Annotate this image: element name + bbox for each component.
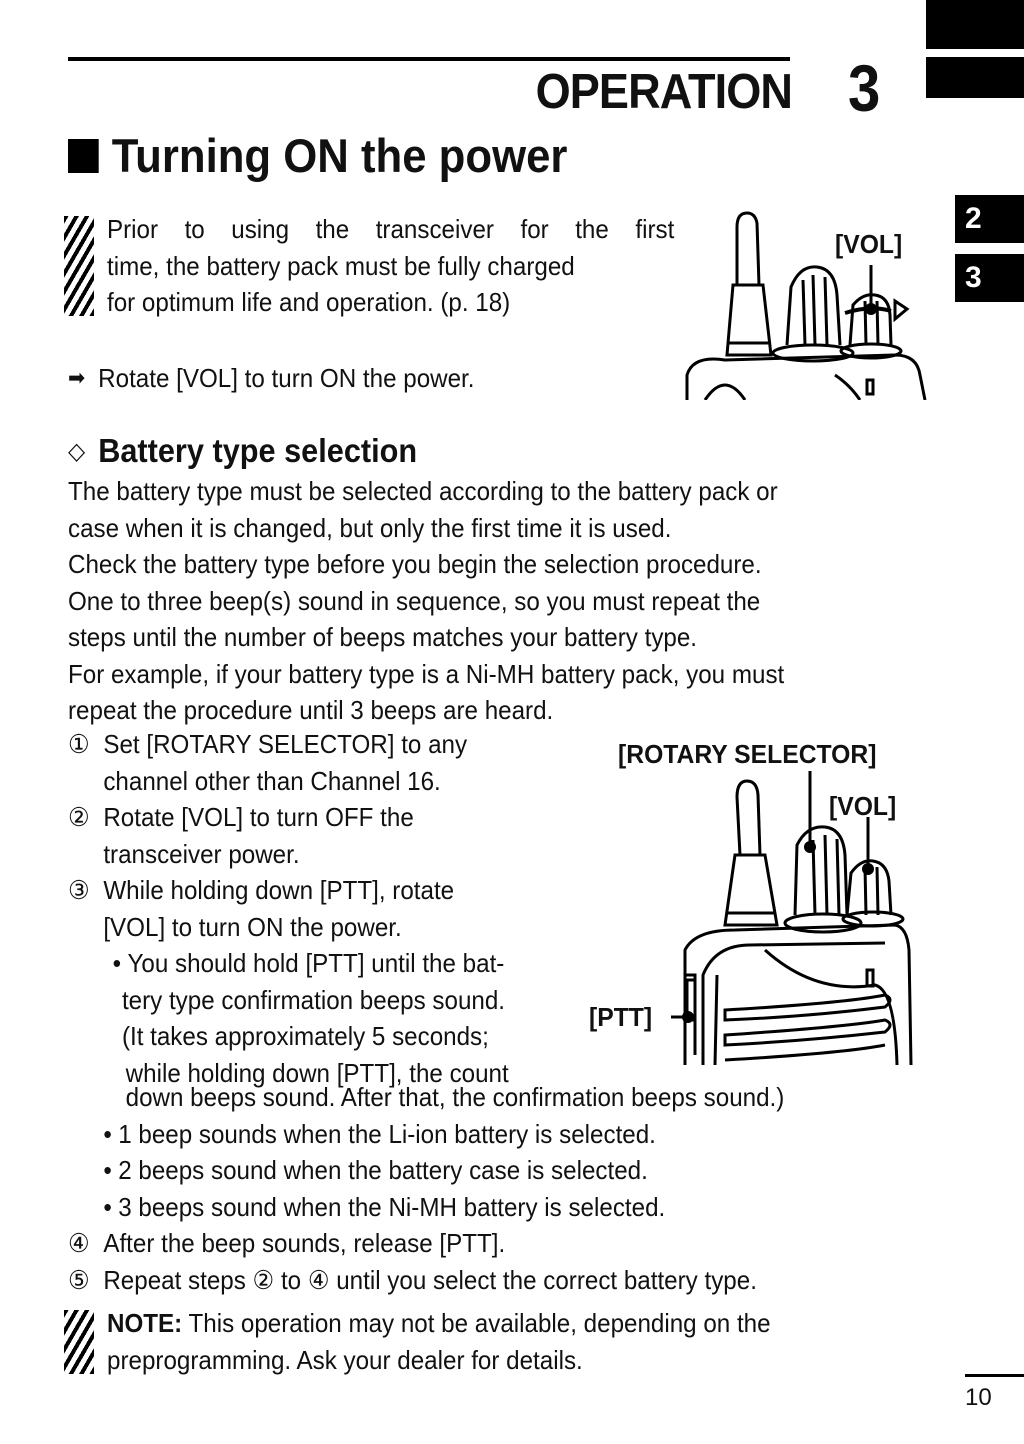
- step-text: Rotate [VOL] to turn OFF the: [103, 802, 414, 832]
- figure-ptt-label: [PTT]: [589, 1002, 653, 1032]
- beep-bullet-text: 1 beep sounds when the Li-ion battery is selected.: [118, 1118, 656, 1149]
- caution-hatch-icon: [64, 216, 94, 316]
- section-title: [68, 128, 567, 183]
- paragraph-line: One to three beep(s) sound in sequence, so you must repeat the: [68, 585, 761, 616]
- step-text: After the beep sounds, release [PTT].: [103, 1228, 506, 1258]
- figure-radio-controls: [585, 735, 930, 1065]
- step3-note-line: You should hold [PTT] until the bat-: [127, 948, 505, 978]
- figure-vol-label: [VOL]: [835, 229, 903, 259]
- side-tab-label: 3: [965, 261, 982, 294]
- step-number: ③: [68, 875, 90, 905]
- page-number: 10: [965, 1384, 992, 1411]
- step-text: channel other than Channel 16.: [103, 765, 441, 796]
- step3-note-line: tery type confirmation beeps sound.: [121, 984, 506, 1015]
- step-5: [68, 1262, 784, 1299]
- bullet-icon: •: [112, 948, 122, 978]
- note-label: NOTE:: [107, 1308, 183, 1338]
- beep-bullet: [68, 1152, 784, 1189]
- square-bullet-icon: [68, 139, 99, 173]
- note-block: [107, 1305, 1007, 1378]
- step3-note-line: (It takes approximately 5 seconds;: [121, 1021, 489, 1051]
- subsection-heading: [68, 432, 417, 470]
- beep-bullet-text: 2 beeps sound when the battery case is selected.: [118, 1155, 648, 1185]
- arrow-right-icon: ➡: [68, 365, 86, 390]
- side-tab-chapter-3[interactable]: [955, 254, 1024, 302]
- step-text: Set [ROTARY SELECTOR] to any: [103, 729, 468, 759]
- step-number: ②: [68, 802, 90, 832]
- battery-selection-paragraph: [68, 473, 988, 729]
- diamond-icon: ◇: [68, 437, 86, 465]
- bullet-icon: •: [103, 1191, 112, 1222]
- step-number: ①: [68, 729, 90, 759]
- step-4: [68, 1225, 784, 1262]
- intro-line: time, the battery pack must be fully charged: [107, 250, 575, 281]
- beep-bullet: [68, 1189, 784, 1226]
- step3-note-line: while holding down [PTT], the count: [125, 1057, 509, 1088]
- bullet-icon: •: [103, 1118, 112, 1149]
- intro-paragraph: [107, 211, 717, 321]
- footer-rule: [965, 1374, 1024, 1377]
- header-rule: [68, 57, 790, 61]
- paragraph-line: case when it is changed, but only the first time it is used.: [68, 512, 672, 543]
- step-3: [68, 872, 561, 909]
- intro-line: for optimum life and operation. (p. 18): [107, 287, 511, 317]
- chapter-marker-bar-mid: [926, 57, 1024, 98]
- step-number: ④: [68, 1228, 90, 1258]
- step-text: While holding down [PTT], rotate: [103, 875, 455, 905]
- step3-note-line: down beeps sound. After that, the confirmation beeps sound.): [125, 1082, 785, 1112]
- subsection-heading-text: Battery type selection: [98, 432, 418, 469]
- beep-bullet-text: 3 beeps sound when the Ni-MH battery is selected.: [118, 1191, 666, 1222]
- note-line-2: preprogramming. Ask your dealer for details.: [107, 1344, 583, 1375]
- note-text: This operation may not be available, depending on the: [182, 1308, 771, 1338]
- paragraph-line: Check the battery type before you begin the selection procedure.: [68, 549, 762, 579]
- step-text: transceiver power.: [103, 838, 300, 869]
- step-ref: ④: [307, 1264, 330, 1295]
- figure-rotary-selector-label: [ROTARY SELECTOR]: [618, 739, 877, 769]
- chapter-number: 3: [848, 51, 881, 125]
- paragraph-line: steps until the number of beeps matches your battery type.: [68, 622, 698, 652]
- paragraph-line: repeat the procedure until 3 beeps are heard.: [68, 695, 554, 725]
- bullet-icon: •: [103, 1155, 112, 1185]
- note-line-1: [107, 1305, 944, 1342]
- paragraph-line: For example, if your battery type is a Ni-MH battery pack, you must: [68, 658, 785, 689]
- step-text: Repeat steps: [103, 1264, 253, 1295]
- beep-bullet: [68, 1116, 784, 1153]
- step3-continuation: [68, 1079, 838, 1298]
- side-tab-chapter-2[interactable]: [955, 195, 1024, 243]
- step-1: [68, 726, 561, 763]
- figure-vol-knob: [685, 205, 930, 400]
- chapter-title: OPERATION: [535, 65, 792, 119]
- steps-list: [68, 726, 598, 1091]
- chapter-marker-bar-top: [926, 0, 1024, 49]
- step-ref: ②: [252, 1264, 275, 1295]
- section-title-text: Turning ON the power: [111, 129, 568, 182]
- step-text: to: [274, 1264, 308, 1295]
- side-tab-label: 2: [965, 202, 982, 235]
- step-text: until you select the correct battery type.: [329, 1264, 757, 1295]
- note-hatch-icon: [64, 1310, 94, 1374]
- step3-note-first: [68, 945, 561, 982]
- figure-vol-label: [VOL]: [829, 791, 897, 821]
- instruction-line: [68, 360, 474, 397]
- step-number: ⑤: [68, 1264, 90, 1295]
- paragraph-line: The battery type must be selected according to the battery pack or: [68, 476, 778, 506]
- intro-line: Prior to using the transceiver for the first: [107, 214, 675, 244]
- step-text: [VOL] to turn ON the power.: [103, 911, 402, 942]
- step-2: [68, 799, 561, 836]
- instruction-text: Rotate [VOL] to turn ON the power.: [98, 363, 475, 393]
